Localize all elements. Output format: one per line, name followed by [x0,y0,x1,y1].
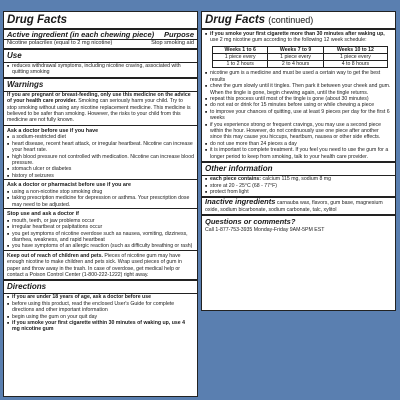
stop-use-item: ■ irregular heartbeat or palpitations occur [7,224,194,230]
drug-facts-continued-title: Drug Facts (continued) [202,12,395,30]
ask-doctor-item: ■ heart disease, recent heart attack, or irregular heartbeat. Nicotine can increase your heart rate. [7,141,194,154]
active-ingredient-value: Nicotine polacrilex (equal to 2 mg nicotine) [7,40,113,46]
ask-pharmacist-item: ■ using a non-nicotine stop smoking drug [7,189,194,195]
inactive-ingredients-text: carnauba wax, flavors, gum base, magnesium oxide, sodium bicarbonate, sodium carbonate, talc, xylitol [205,200,383,213]
keep-out-of-reach: Keep out of reach of children and pets. Pieces of nicotine gum may have enough nicotine to make children and pets sick. Wrap used pieces of gum in paper and throw away in the trash. In case of overdose, get medical help or contact a Poison Control Center (1-800-222-1222) right away. [7,252,182,278]
questions-heading: Questions or comments? [205,217,296,227]
schedule-cell: 1 piece every [213,54,268,61]
purpose-value: Stop smoking aid [151,40,194,46]
directions-list [4,294,197,332]
ask-doctor-item: ■ history of seizures [7,173,194,179]
stop-use-item: ■ you have symptoms of an allergic reaction (such as difficulty breathing or rash) [7,243,194,249]
schedule-cell: 2 to 4 hours [268,61,323,68]
ask-doctor-item: ■ high blood pressure not controlled with medication. Nicotine can increase blood pressure. [7,154,194,167]
schedule-cell: 4 to 8 hours [323,61,387,68]
schedule-cell: 1 piece every [323,54,387,61]
direction-item: ■ begin using the gum on your quit day [7,314,194,320]
active-ingredient-section [4,30,197,50]
ask-doctor-list [4,134,197,180]
active-ingredient-heading: Active ingredient (in each chewing piece) [7,30,155,39]
direction-item: ■ it is important to complete treatment. If you feel you need to use the gum for a longer period to keep from smoking, talk to your health care provider. [205,147,392,160]
stop-use-list [4,218,197,251]
schedule-header-cell: Weeks 7 to 9 [268,46,323,53]
ask-pharmacist-heading: Ask a doctor or pharmacist before use if you are [7,182,132,189]
schedule-header-row [213,46,388,53]
direction-item: ■ do not eat or drink for 15 minutes before using or while chewing a piece [205,102,392,108]
schedule-header-cell: Weeks 1 to 6 [213,46,268,53]
direction-item: ■ repeat this process until most of the tingle is gone (about 30 minutes) [205,96,392,102]
purpose-heading: Purpose [163,30,194,39]
stop-use-item: ■ mouth, teeth, or jaw problems occur [7,218,194,224]
direction-item: ■ chew the gum slowly until it tingles. Then park it between your cheek and gum. When the tingle is gone, begin chewing again, until the tingle returns. [205,83,392,96]
questions-phone: Call 1-877-753-3935 Monday-Friday 9AM-5PM EST [205,227,325,234]
schedule-intro: ■ if you smoke your first cigarette more than 30 minutes after waking up, use 2 mg nicotine gum according to the following 12 week schedule: [202,30,395,44]
use-heading: Use [4,50,197,63]
pregnancy-warning: If you are pregnant or breast-feeding, only use this medicine on the advice of your health care provider. Smoking can seriously harm your child. Try to stop smoking without using any nicotine replacement medicine. This medicine is believed to be safer than smoking. However, the risks to your child from this medicine are not fully known. [4,92,197,126]
ask-pharmacist-item: ■ taking prescription medicine for depression or asthma. Your prescription dose may need to be adjusted. [7,195,194,208]
drug-facts-title: Drug Facts [4,12,197,30]
use-section [4,50,197,79]
ask-doctor-item: ■ stomach ulcer or diabetes [7,166,194,172]
stop-use-item: ■ you get symptoms of nicotine overdose such as nausea, vomiting, dizziness, diarrhea, weakness, and rapid heartbeat [7,231,194,244]
schedule-header-cell: Weeks 10 to 12 [323,46,387,53]
use-item: ■ reduces withdrawal symptoms, including nicotine craving, associated with quitting smoking [7,63,194,76]
direction-item: ■ if you experience strong or frequent cravings, you may use a second piece within the hour. However, do not continuously use one piece after another since this may cause you hiccups, heartburn, nausea or other side effects. [205,122,392,141]
schedule-cell: 1 to 2 hours [213,61,268,68]
other-information-section [202,163,395,198]
dosing-schedule-table [212,46,388,69]
questions-section [202,216,395,233]
inactive-ingredients-heading: Inactive ingredients [205,197,276,207]
schedule-row [213,54,388,61]
warnings-heading: Warnings [4,79,197,92]
ask-pharmacist-list [4,189,197,209]
warnings-section [4,79,197,282]
other-info-item: ■ protect from light [205,189,392,195]
schedule-cell: 1 piece every [268,54,323,61]
directions-continued-list [202,70,395,160]
directions-section [4,281,197,332]
ask-doctor-heading: Ask a doctor before use if you have [7,127,99,134]
other-info-item: ■ store at 20 - 25°C (68 - 77°F) [205,183,392,189]
direction-item: ■ if you are under 18 years of age, ask a doctor before use [7,294,194,300]
direction-item: ■ nicotine gum is a medicine and must be used a certain way to get the best results [205,70,392,83]
other-information-heading: Other information [202,163,395,176]
ask-doctor-item: ■ a sodium-restricted diet [7,134,194,140]
drug-facts-panel-left [3,11,198,397]
directions-continued [202,70,395,163]
direction-item: ■ to improve your chances of quitting, use at least 9 pieces per day for the first 6 weeks [205,109,392,122]
direction-item: ■ do not use more than 24 pieces a day [205,141,392,147]
stop-use-heading: Stop use and ask a doctor if [7,211,79,218]
schedule-row [213,61,388,68]
inactive-ingredients-section [202,198,395,216]
direction-item: ■ before using this product, read the enclosed User's Guide for complete directions and other important information [7,301,194,314]
direction-item: ■ if you smoke your first cigarette within 30 minutes of waking up, use 4 mg nicotine gum [7,320,194,333]
other-information-list [202,176,395,195]
other-info-item: ■ each piece contains: calcium 115 mg, sodium 8 mg [205,176,392,182]
drug-facts-panel-right [201,11,396,311]
directions-heading: Directions [4,281,197,294]
use-list [4,63,197,76]
